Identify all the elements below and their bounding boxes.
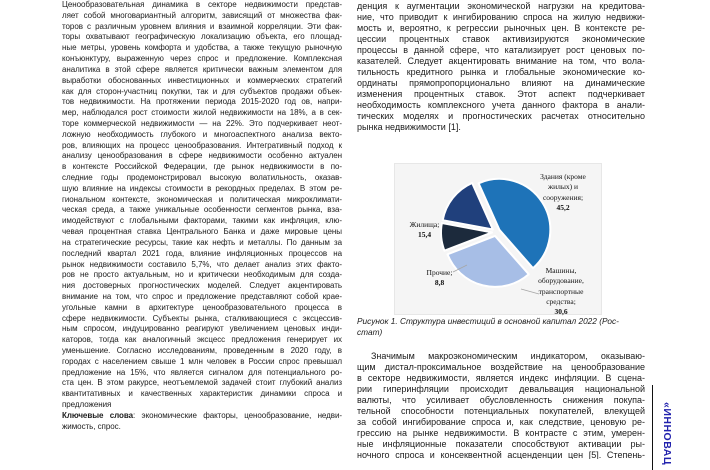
article-line: тельной способности потенциальных покупателей, влекущей (357, 406, 645, 416)
abstract-line: Ключевые слова: экономические факторы, ценообразование, недви- (62, 410, 342, 420)
abstract-line: торе коммерческой недвижимости — на 22%. Это подчеркивает неот- (62, 118, 342, 128)
abstract-line: аналитика в этой сфере является критически важным элементом для (62, 64, 342, 74)
article-line: грессию на рынке недвижимости. В контрасте с этим, умерен- (357, 428, 645, 438)
figure-caption (357, 316, 645, 338)
abstract-line: последний квартал 2021 года, влияние инфляционных процессов на (62, 248, 342, 258)
article-paragraph-before-figure (357, 1, 645, 133)
abstract-line: уменьшение. Согласно исследованиям, проведенным в 2020 году, в (62, 346, 342, 355)
abstract-line: конъюнктуру, выраженную через спрос и предложение. Комплексная (62, 54, 342, 64)
article-line: рии гиперинфляции происходит девальвация национальной (357, 384, 645, 394)
article-line: ные инфляционные показатели способствуют активации ры- (357, 439, 645, 449)
abstract-line: Ценообразовательная динамика в секторе недвижимости представ- (62, 0, 342, 9)
slice-label (411, 268, 468, 289)
abstract-line: ным спросом, индуцированно реагируют увеличением ценовых инди- (62, 324, 342, 334)
slice-label-text: сооружения; (542, 192, 584, 202)
slice-label (397, 220, 452, 241)
abstract-line: шую влияние на индексы стоимости в рекордных пределах. В этом ре- (62, 183, 342, 193)
abstract-line: ров, влияющих на процесс ценообразования. Интегративный подход к (62, 140, 342, 150)
abstract-line: ров не просто актуальным, но и критически необходимым для созда- (62, 270, 342, 280)
slice-label (516, 266, 606, 317)
article-line: щим дистал-проксимальное воздействие на ценообразование (357, 362, 645, 372)
slice-label-text: транспортные (538, 286, 584, 296)
abstract-line: ложную необходимость глубокого и многоаспектного анализа векто- (62, 129, 342, 139)
abstract-line: ния достоверных прогностических моделей. Следует акцентировать (62, 281, 342, 291)
article-line: процессы в данной сфере, что катализирует рост ценовых по- (357, 45, 645, 55)
article-line: цессии процентных ставок активизируются экономические (357, 34, 645, 44)
abstract-line: сфере недвижимости. Субъекты рынка, сталкивающиеся с эксцессив- (62, 313, 342, 323)
article-line: тильность кредитного рынка и глобальные экономические ко- (357, 67, 645, 77)
abstract-line: тов недвижимости. На протяжении периода 2015-2020 год ов, напри- (62, 97, 342, 107)
figure-caption-line: стат) (357, 327, 383, 337)
abstract-line: ляет собой многовариантный алгоритм, зависящий от множества фак- (62, 10, 342, 20)
article-line: Значимым макроэкономическим индикатором, оказываю- (371, 351, 645, 361)
article-line: ние, что приводит к ингибированию спроса на жилую недвижи- (357, 12, 645, 22)
abstract-line: на стратегические ресурсы, такие как нефть и металлы. По данным за (62, 237, 342, 247)
article-line: за собой ингибирование спроса и, как следствие, ценовую ре- (357, 417, 645, 427)
article-line: ординаты прямопропорционально влияют на динамические (357, 78, 645, 88)
abstract-line: квантитативных и качественных характеристик динамики спроса и (62, 389, 342, 399)
keywords-label: Ключевые слова (62, 410, 134, 420)
figure-caption-line: Рисунок 1. Структура инвестиций в основной капитал 2022 (Рос- (357, 316, 619, 326)
article-line: казателей. Следует акцентировать внимание на том, что вола- (357, 56, 645, 66)
abstract-line: чевая процентная ставка Центрального Банка и даже мировые цены (62, 227, 342, 237)
article-line: изменения процентных ставок. Этот аспект подчеркивает (357, 89, 645, 99)
slice-label-text: Жилища; (409, 220, 440, 229)
abstract-line: ста цен. В этом ракурсе, неотъемлемой задачей стоит глубокий анализ (62, 378, 342, 388)
article-paragraph-after-figure (357, 351, 645, 459)
figure-box (394, 163, 602, 315)
slice-label (518, 172, 608, 213)
article-line: мость и, вероятно, к регрессии рыночных цен. В контексте ре- (357, 23, 645, 33)
slice-label-text: Здания (кроме (540, 172, 586, 181)
slice-value: 30,6 (554, 307, 568, 317)
abstract-line: гиональном контексте, экономическая и политическая микроклимати- (62, 194, 342, 204)
abstract-line: предложения (62, 400, 112, 410)
abstract-line: жимость, спрос. (62, 421, 121, 431)
article-line: валюты, что усиливает обусловленность снижения покупа- (357, 395, 645, 405)
abstract-line: в контексте Российской Федерации, где рынок недвижимости в по- (62, 162, 342, 172)
abstract-line: угольные камни в архитектуре ценообразовательного процесса в (62, 302, 342, 312)
slice-value: 45,2 (556, 202, 570, 212)
abstract-line: как для сторон-участниц покупки, так и для субъектов продажи объек- (62, 86, 342, 96)
journal-title-vertical: «ИННОВАЦ (661, 402, 673, 466)
column-separator-rule (652, 385, 653, 470)
abstract-line: мер, наблюдался рост стоимости жилой недвижимости на 18%, а в сек- (62, 108, 342, 118)
abstract-line: ные метры, уровень комфорта и удобства, а также текущую рыночную (62, 43, 342, 53)
article-line: денция к аугментации экономической нагрузки на кредитова- (357, 1, 645, 11)
slice-label-text: оборудование, (538, 276, 584, 286)
slice-value: 15,4 (417, 230, 432, 240)
abstract-column (62, 0, 342, 433)
slice-label-text: Прочие; (426, 268, 453, 277)
abstract-line: городах с населением свыше 1 млн человек в России спрос превышал (62, 356, 342, 366)
article-line: тических моделях и прогностических расчетах относительно (357, 111, 645, 121)
abstract-line: рынок недвижимости составило 5,7%, что делает анализ этих факто- (62, 259, 342, 269)
abstract-line: торы охватывают географическую локализацию объекта, его площад- (62, 32, 342, 42)
article-line: в секторе недвижимости, является индекс инфляции. В сцена- (357, 373, 645, 383)
abstract-line: имодействуют с глобальными факторами, такими как инфляция, клю- (62, 216, 342, 226)
article-line: ночного спроса и консеквентной асценденции цен [5]. Степень- (357, 450, 645, 459)
abstract-line: следние годы продемонстрировал высокую волатильность, оказав- (62, 173, 342, 182)
abstract-line: торов с различным уровнем влияния и взаимной корреляции. Эти фак- (62, 21, 342, 31)
abstract-line: каторов, тогда как аналогичный эксцесс предложения генерирует их (62, 335, 342, 345)
abstract-line: предложение на 15%, что является сигналом для потенциального ро- (62, 367, 342, 377)
abstract-line: ческая среда, а также уникальные особенности сегментов рынка, вза- (62, 205, 342, 215)
abstract-line: выработки обоснованных инвестиционных и коммерческих стратегий (62, 75, 342, 85)
slice-value: 8,8 (434, 278, 445, 288)
slice-label-text: средства; (546, 296, 576, 306)
abstract-line: внимание на том, что спрос и предложение представляют собой крае- (62, 291, 342, 301)
slice-label-text: жилых) и (547, 182, 579, 192)
slice-label-text: Машины, (545, 266, 577, 275)
article-line: необходимость комплексного учета данного фактора в анали- (357, 100, 645, 110)
article-line: рынка недвижимости [1]. (357, 122, 461, 132)
abstract-line: анализу ценообразования в сфере недвижимости особенно актуален (62, 151, 342, 161)
